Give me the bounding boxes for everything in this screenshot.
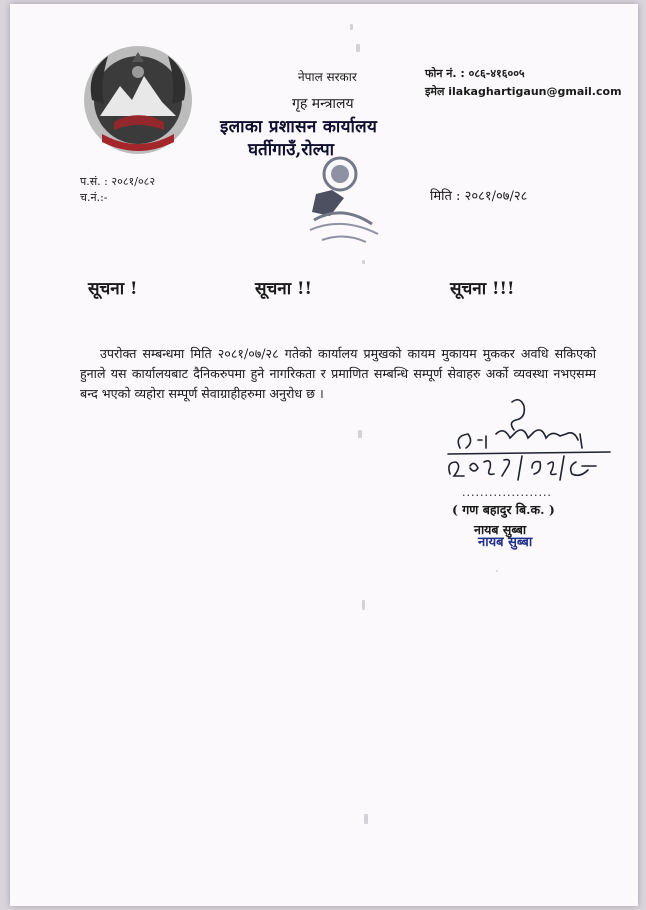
office-location: घर्तीगाउँ,रोल्पा [248, 140, 335, 160]
dispatch-number: च.नं.:- [80, 191, 108, 204]
scan-speck [496, 570, 498, 572]
notice-heading-3: सूचना !!! [450, 279, 515, 299]
designation-stamp: नायब सुब्बा [478, 535, 533, 550]
notice-heading-1: सूचना ! [88, 279, 138, 299]
scan-speck [356, 44, 360, 52]
ministry-name: गृह मन्त्रालय [292, 96, 354, 112]
letter-page [10, 4, 638, 906]
office-seal-icon [292, 154, 392, 246]
letter-date: मिति : २०८१/०७/२८ [430, 189, 528, 204]
scan-speck [358, 430, 362, 438]
handwritten-signature-icon [420, 396, 620, 494]
scan-speck [362, 260, 365, 264]
phone-number: फोन नं. : ०८६-४१६००५ [425, 67, 525, 80]
scan-speck [350, 24, 353, 30]
notice-heading-2: सूचना !! [255, 279, 312, 299]
scan-speck [364, 814, 368, 824]
email-address: इमेल ilakaghartigaun@gmail.com [425, 85, 622, 98]
signatory-name: ( गण बहादुर बि.क. ) [452, 502, 555, 517]
nepal-emblem-icon [80, 42, 196, 158]
letter-reference-number: प.सं. : २०८१/०८२ [80, 175, 156, 188]
scan-speck [362, 600, 365, 610]
signature-line: .................... [462, 486, 552, 499]
government-name: नेपाल सरकार [298, 70, 357, 84]
office-name: इलाका प्रशासन कार्यालय [220, 117, 378, 137]
notice-body: उपरोक्त सम्बन्धमा मिति २०८१/०७/२८ गतेको कार्यालय प्रमुखको कायम मुकायम मुककर अवधि सकिएको हुनाले यस कार्यालयबाट दैनिकरुपमा हुने नागरिकता र प्रमाणित सम्बन्धि सम्पूर्ण सेवाहरु अर्को व्यवस्था नभएसम्म बन्द भएको व्यहोरा सम्पूर्ण सेवाग्राहीहरुमा अनुरोध छ । [80, 346, 596, 401]
signatory-title: नायब सुब्बा [474, 522, 527, 537]
